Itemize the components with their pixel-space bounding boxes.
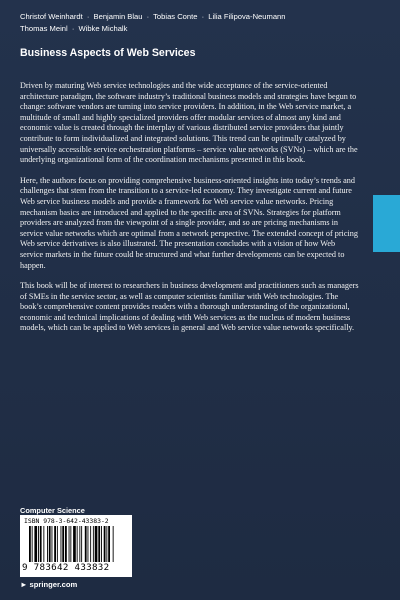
barcode-bar	[52, 526, 53, 562]
barcode-bar	[73, 526, 76, 562]
blurb-paragraph: Driven by maturing Web service technologies and the wide acceptance of the service-oriented architecture paradigm, the software industry’s traditional business models and strategies have begun to change: software vendors are turning into service providers. In addition, in the Web service market, a multitude of small and highly specialized providers offer modular services of almost any kind and economic value is created through the interplay of various distributed service providers that jointly contribute to form individualized and integrated solutions. This trend can be optimally catalyzed by universally accessible service orchestration platforms – service value networks (SVNs) – which are the underlying organizational form of the coordination mechanisms presented in this book.	[20, 81, 358, 165]
author-name: Benjamin Blau	[93, 12, 143, 21]
barcode-bar	[90, 526, 91, 562]
subject-category: Computer Science	[20, 506, 85, 515]
barcode-bar	[29, 526, 31, 562]
barcode-bar	[65, 526, 67, 562]
ean-digits: 9 783642 433832	[22, 562, 110, 573]
barcode-panel	[20, 515, 132, 577]
barcode-image	[29, 526, 127, 562]
author-separator: ·	[86, 12, 90, 21]
barcode-bar	[34, 526, 37, 562]
barcode-bar	[108, 526, 110, 562]
barcode-bar	[49, 526, 51, 562]
barcode-bar	[101, 526, 102, 562]
barcode-bar	[38, 526, 39, 562]
barcode-bar	[88, 526, 89, 562]
blurb	[20, 81, 360, 344]
book-title: Business Aspects of Web Services	[20, 47, 196, 59]
blurb-paragraph: This book will be of interest to researchers in business development and practitioners such as managers of SMEs in the service sector, as well as computer scientists familiar with Web technologies. The book’s comprehensive content provides readers with a thorough understanding of the organizational, economic and technical implications of dealing with Web services as the nucleus of modern business models, which can be applied to Web services in general and Web service value networks specifically.	[20, 281, 359, 333]
barcode-bar	[47, 526, 48, 562]
barcode-bar	[54, 526, 56, 562]
barcode-bar	[113, 526, 114, 562]
barcode-bar	[77, 526, 78, 562]
barcode-bar	[61, 526, 62, 562]
accent-color-tab	[373, 195, 400, 252]
publisher-url: springer.com	[29, 580, 78, 589]
barcode-bar	[106, 526, 107, 562]
barcode-bar	[32, 526, 33, 562]
barcode-bar	[85, 526, 87, 562]
barcode-bar	[57, 526, 58, 562]
barcode-bar	[70, 526, 71, 562]
barcode-bar	[62, 526, 64, 562]
barcode-bar	[40, 526, 42, 562]
author-name: Thomas Meinl	[20, 24, 68, 33]
author-separator: ·	[71, 24, 75, 33]
author-list	[20, 11, 360, 35]
author-name: Wibke Michalk	[78, 24, 128, 33]
barcode-bar	[104, 526, 106, 562]
isbn-text: ISBN 978-3-642-43383-2	[24, 517, 109, 525]
publisher-link[interactable]	[20, 580, 77, 589]
author-name: Tobias Conte	[153, 12, 198, 21]
blurb-paragraph: Here, the authors focus on providing comprehensive business-oriented insights into today’s trends and challenges that stem from the transition to a service-led economy. They investigate current and future Web service business models and provide a framework for Web service value networks. Pricing mechanism basics are introduced and applied to the specific area of SVNs. Strategies for platform providers are analyzed from the viewpoint of a single provider, and so are pricing mechanisms in service value networks which are optimal from a network perspective. The extended concept of pricing Web service derivatives is also illustrated. The presentation concludes with a vision of how Web service markets in the future could be structured and what further developments can be expected to happen.	[20, 175, 358, 270]
barcode-bar	[81, 526, 82, 562]
author-name: Lilia Filipova-Neumann	[208, 12, 286, 21]
play-arrow-icon: ►	[20, 580, 28, 589]
barcode-bar	[93, 526, 94, 562]
author-separator: ·	[146, 12, 150, 21]
barcode-bar	[43, 526, 44, 562]
barcode-bar	[69, 526, 70, 562]
barcode-bar	[95, 526, 98, 562]
barcode-bar	[98, 526, 100, 562]
barcode-bar	[79, 526, 80, 562]
author-separator: ·	[201, 12, 205, 21]
author-name: Christof Weinhardt	[20, 12, 83, 21]
